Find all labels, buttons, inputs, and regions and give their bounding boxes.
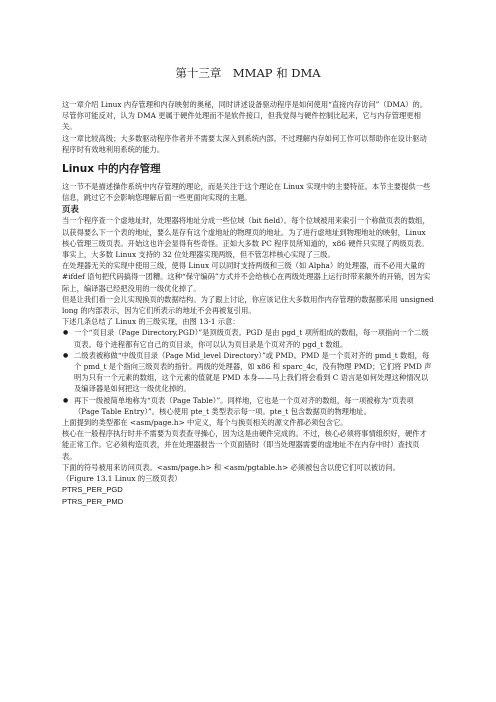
chapter-title: 第十三章 MMAP 和 DMA (175, 66, 321, 80)
body-paragraph-4: 下述几条总结了 Linux 的三级实现，由图 13-1 示意： (62, 317, 240, 327)
bullet-icon: ● (63, 351, 69, 359)
list-item (62, 395, 434, 417)
intro-paragraph-1: 这一章介绍 Linux 内存管理和内存映射的奥秘，同时讲述设备驱动程序是如何使用“直接内存访问”（DMA）的。尽管你可能反对，认为 DMA 更属于硬件处理而不是软件接口，但我觉得与硬件控制比起来，它与内存管理更相关。 (62, 100, 428, 132)
bullet-text: 再下一级被简单地称为“页表（Page Table）”。同样地，它也是一个页对齐的数组，每一项被称为“页表项（Page Table Entry）”。核心使用 pte_t 类型表示每一项。pte_t 包含数据页的物理地址。 (74, 395, 414, 416)
bullet-list (62, 327, 434, 417)
section-heading: Linux 中的内存管理 (62, 163, 161, 176)
section-intro: 这一节不是描述操作系统中内存管理的理论，而是关注于这个理论在 Linux 实现中的主要特征。本节主要提供一些信息，跳过它不会影响您理解后面一些更面向实现的主题。 (62, 182, 431, 203)
body-paragraph-3: 但是让我们看一会儿实现换页的数据结构。为了跟上讨论，你应该记住大多数用作内存管理的数据都采用 unsigned long 的内部表示，因为它们所表示的地址不会再被复引用。 (62, 294, 434, 316)
closing-paragraph-3: 下面的符号被用来访问页表。<asm/page.h> 和 <asm/pgtable.h> 必须被包含以使它们可以被访问。 (62, 462, 400, 472)
body-paragraph-1: 当一个程序查一个虚地址时，处理器将地址分成一些位域（bit field）。每个位域被用来索引一个称做页表的数组，以获得要么下一个表的地址，要么是存有这个虚地址的物理页的地址。为了进行虚地址到物理地址的映射，Linux 核心管理三级页表。开始这也许会显得有些奇怪。正如大多数 PC 程序员所知道的，x86 硬件只实现了两级页表。事实上，大多数 Linux 支持的 32 位处理器实现两级，但不管怎样核心实现了三级。 (62, 216, 430, 260)
bullet-text: 二级表被称做“中级页目录（Page Mid_level Directory）”或 PMD。PMD 是一个页对齐的 pmd_t 数组，每个 pmd_t 是个指向三级页表的指针。两级的处理器，如 x86 和 sparc_4c，没有物理 PMD；它们将 PMD 声明为只有一个元素的数组，这个元素的值就是 PMD 本身——马上我们将会看到 C 语言是如何处理这种情况以及编译器是如何把这一级优化掉的。 (74, 350, 432, 394)
list-item (62, 350, 434, 395)
intro-paragraph-2: 这一章比较高级；大多数驱动程序作者并不需要太深入到系统内部。不过理解内存如何工作可以帮助你在设计驱动程序时有效地利用系统的能力。 (62, 133, 427, 154)
bullet-icon: ● (63, 329, 69, 337)
bullet-text: 一个“页目录（Page Directory,PGD）”是顶级页表。PGD 是由 pgd_t 项所组成的数组，每一项指向一个二级页表。每个进程都有它自己的页目录，你可以认为页目录是个页对齐的 pgd_t 数组。 (74, 328, 429, 349)
list-item (62, 327, 434, 349)
figure-caption: （Figure 13.1 Linux 的三级页表） (62, 474, 182, 484)
code-line: PTRS_PER_PGD (62, 485, 123, 495)
code-line: PTRS_PER_PMD (62, 496, 124, 506)
bullet-icon: ● (63, 396, 69, 404)
subsection-heading: 页表 (62, 204, 79, 215)
body-paragraph-2: 在处理器无关的实现中使用三级，使得 Linux 可以同时支持两级和三级（如 Alpha）的处理器，而不必用大量的 #ifdef 语句把代码搞得一团糟。这种“保守编码”方式并不会给核心在两级处理器上运行时带来额外的开销，因为实际上，编译器已经把没用的一级优化掉了。 (62, 261, 431, 293)
closing-paragraph-2: 核心在一般程序执行时并不需要为页表查寻操心，因为这是由硬件完成的。不过，核心必须将事情组织好，硬件才能正常工作。它必须构造页表，并在处理器报告一个页面错时（即当处理器需要的虚地址不在内存中时）查找页表。 (62, 429, 427, 461)
closing-paragraph-1: 上面提到的类型都在 <asm/page.h> 中定义，每个与换页相关的源文件都必须包含它。 (62, 418, 348, 428)
